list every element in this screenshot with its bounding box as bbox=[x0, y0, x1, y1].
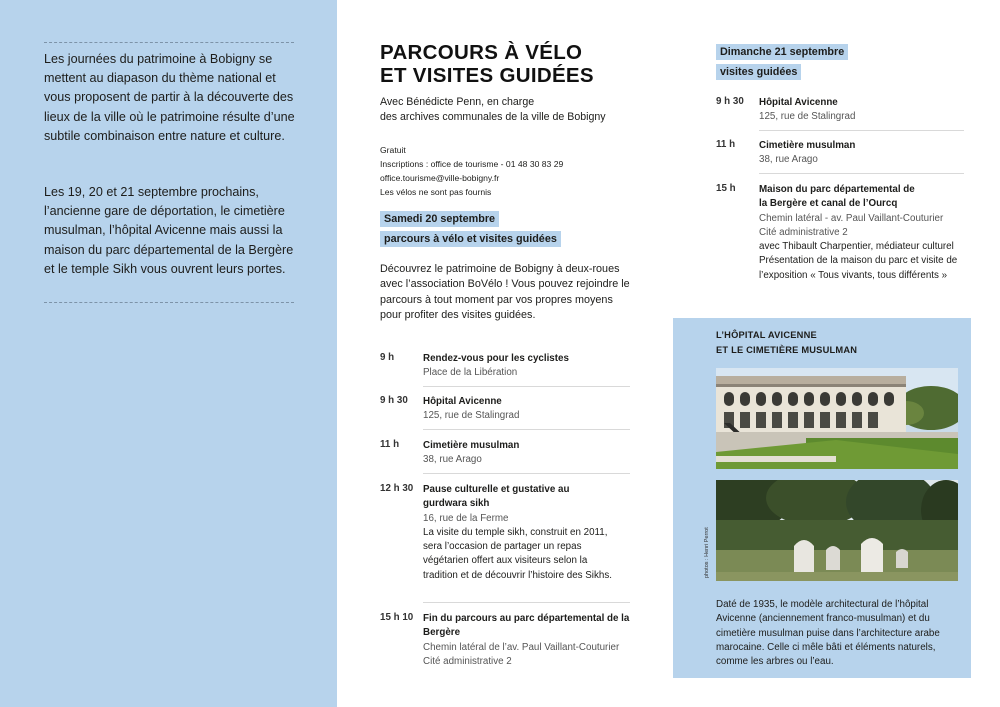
event-time: 9 h 30 bbox=[716, 96, 744, 107]
event-title: Pause culturelle et gustative au gurdwara sikh bbox=[423, 484, 570, 510]
sunday-label bbox=[716, 42, 848, 60]
event-address: 125, rue de Stalingrad bbox=[759, 111, 856, 123]
event-address: Chemin latéral - av. Paul Vaillant-Couturier bbox=[759, 212, 944, 224]
event-address-2: Cité administrative 2 bbox=[423, 655, 512, 667]
price: Gratuit bbox=[380, 145, 406, 155]
event-body bbox=[759, 183, 961, 283]
inscriptions: Inscriptions : office de tourisme - 01 48 30 83 29 bbox=[380, 159, 564, 169]
subtitle bbox=[380, 95, 640, 125]
subtitle-line-1: Avec Bénédicte Penn, en charge bbox=[380, 96, 535, 108]
event-title: Hôpital Avicenne bbox=[759, 97, 838, 108]
hospital-image bbox=[716, 368, 958, 469]
title-line-2: ET VISITES GUIDÉES bbox=[380, 64, 594, 87]
event-time: 15 h 10 bbox=[380, 612, 414, 623]
feature-title-line-1: L’HÔPITAL AVICENNE bbox=[716, 330, 817, 340]
separator bbox=[423, 429, 630, 430]
intro-paragraph-1: Les journées du patrimoine à Bobigny se mettent au diapason du thème national et vous proposent de partir à la découverte des lieux de la ville où le patrimoine résulte d’une subtile combinaison entre nature et culture. bbox=[44, 52, 295, 143]
divider-top bbox=[44, 42, 294, 43]
subtitle-line-2: des archives communales de la ville de Bobigny bbox=[380, 111, 606, 123]
feature-caption: Daté de 1935, le modèle architectural de l’hôpital Avicenne (anciennement franco-musulman) et du cimetière musulman puise dans l’architecture arabe marocaine. Celle ci mêle bâti et éléments naturels, comme les arbres ou l’eau. bbox=[716, 599, 940, 668]
event-title: Fin du parcours au parc départemental de la Bergère bbox=[423, 613, 630, 639]
sunday-type-label bbox=[716, 62, 801, 80]
event-body bbox=[423, 483, 613, 583]
event-time: 11 h bbox=[716, 139, 736, 150]
event-time: 9 h 30 bbox=[380, 395, 408, 406]
feature-title-line-2: ET LE CIMETIÈRE MUSULMAN bbox=[716, 344, 858, 355]
sunday-day: Dimanche 21 septembre bbox=[716, 44, 848, 60]
event-time: 9 h bbox=[380, 352, 395, 363]
event-time: 12 h 30 bbox=[380, 483, 414, 494]
event-address: 38, rue Arago bbox=[759, 154, 818, 166]
saturday-type-label bbox=[380, 229, 561, 247]
sunday-type: visites guidées bbox=[716, 64, 801, 80]
separator bbox=[423, 386, 630, 387]
event-body bbox=[759, 139, 974, 168]
practical-info bbox=[380, 143, 640, 199]
event-address-2: Cité administrative 2 bbox=[759, 226, 848, 238]
event-body bbox=[423, 352, 638, 381]
divider-bottom bbox=[44, 302, 294, 303]
event-body bbox=[423, 395, 638, 424]
saturday-type: parcours à vélo et visites guidées bbox=[380, 231, 561, 247]
saturday-description: Découvrez le patrimoine de Bobigny à deux-roues avec l’association BoVélo ! Vous pouvez rejoindre le parcours à tout moment par vos propres moyens pour profiter des visites guidées. bbox=[380, 263, 630, 322]
separator bbox=[423, 473, 630, 474]
intro-text-2 bbox=[44, 183, 300, 279]
event-address: 16, rue de la Ferme bbox=[423, 512, 509, 524]
bikes-note: Les vélos ne sont pas fournis bbox=[380, 187, 492, 197]
page-title bbox=[380, 41, 594, 87]
event-address: 38, rue Arago bbox=[423, 454, 482, 466]
event-time: 11 h bbox=[380, 439, 400, 450]
title-line-1: PARCOURS À VÉLO bbox=[380, 41, 583, 64]
saturday-day: Samedi 20 septembre bbox=[380, 211, 499, 227]
cemetery-image bbox=[716, 480, 958, 581]
intro-paragraph-2: Les 19, 20 et 21 septembre prochains, l’ancienne gare de déportation, le cimetière musulman, l’hôpital Avicenne mais aussi la maison du parc départemental de la Bergère et le temple Sikh vous ouvrent leurs portes. bbox=[44, 185, 294, 276]
event-body bbox=[759, 96, 974, 125]
event-address: 125, rue de Stalingrad bbox=[423, 410, 520, 422]
event-title: Cimetière musulman bbox=[759, 140, 856, 151]
event-time: 15 h bbox=[716, 183, 736, 194]
intro-text bbox=[44, 50, 300, 146]
event-title: Rendez-vous pour les cyclistes bbox=[423, 353, 569, 364]
separator bbox=[423, 602, 630, 603]
event-title: Hôpital Avicenne bbox=[423, 396, 502, 407]
saturday-label bbox=[380, 209, 499, 227]
event-title: Cimetière musulman bbox=[423, 440, 520, 451]
event-body bbox=[423, 439, 638, 468]
feature-title bbox=[716, 328, 857, 357]
separator bbox=[759, 130, 964, 131]
photo-credit: photos : Henri Perrot bbox=[704, 527, 710, 578]
event-address: Chemin latéral de l’av. Paul Vaillant-Couturier bbox=[423, 641, 620, 653]
event-body bbox=[423, 612, 635, 669]
cemetery-photo bbox=[716, 480, 958, 581]
event-title: Maison du parc départemental de la Bergère et canal de l’Ourcq bbox=[759, 184, 915, 210]
hospital-photo bbox=[716, 368, 958, 469]
event-description: La visite du temple sikh, construit en 2011, sera l’occasion de partager un repas végétarien offert aux visiteurs selon la tradition et de découvrir l’histoire des Sikhs. bbox=[423, 526, 612, 581]
separator bbox=[759, 173, 964, 174]
email-link[interactable]: office.tourisme@ville-bobigny.fr bbox=[380, 173, 500, 183]
event-address: Place de la Libération bbox=[423, 367, 518, 379]
event-description: avec Thibault Charpentier, médiateur culturel Présentation de la maison du parc et visite de l’exposition « Tous vivants, tous différents » bbox=[759, 241, 958, 281]
